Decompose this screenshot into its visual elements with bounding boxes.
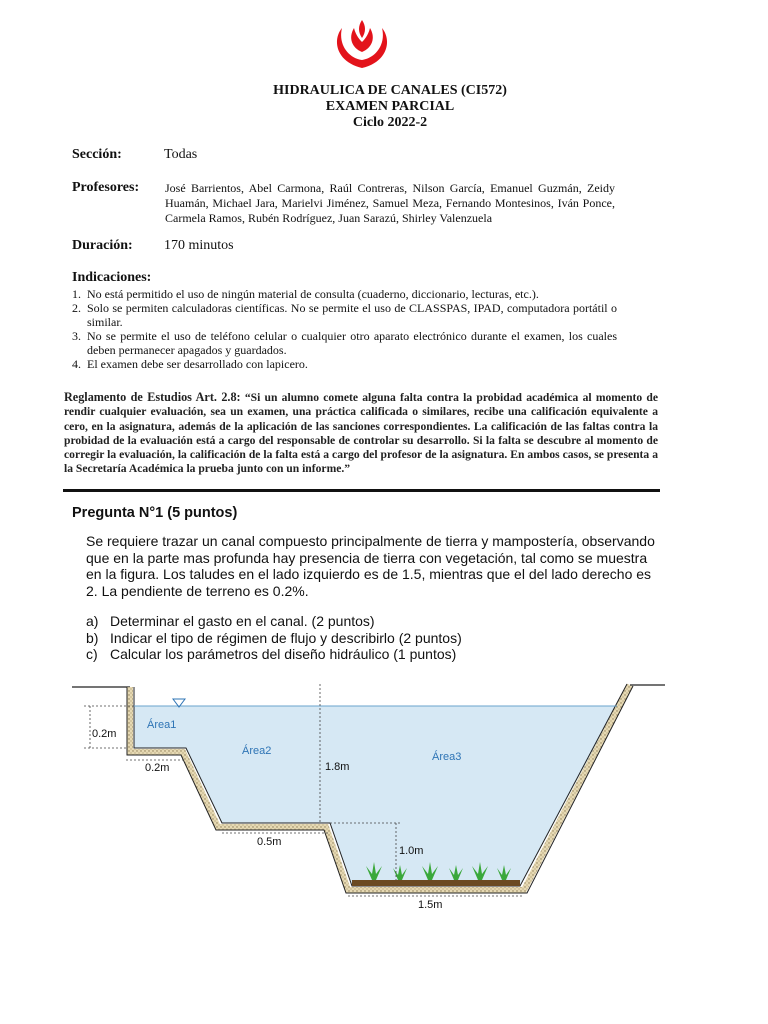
reglamento-paragraph — [64, 390, 658, 477]
dim-label-0.5m: 0.5m — [257, 836, 282, 848]
reglamento-article: Reglamento de Estudios Art. 2.8: — [64, 390, 241, 404]
dim-label-1.8m: 1.8m — [325, 761, 350, 773]
list-item: 1. No está permitido el uso de ningún material de consulta (cuaderno, diccionario, lecturas, etc.). — [72, 287, 539, 301]
area3-label: Área3 — [432, 751, 462, 763]
indicaciones-list — [72, 287, 617, 371]
section-divider — [63, 489, 660, 492]
list-item: 3. No se permite el uso de teléfono celular o cualquier otro aparato electrónico durante el examen, los cuales deben permanecer apagados y guardados. — [72, 329, 617, 357]
question-statement: Se requiere trazar un canal compuesto principalmente de tierra y mampostería, observando que en la parte mas profunda hay presencia de tierra con vegetación, tal como se muestra en la figura. Los taludes en el lado izquierdo es de 1.5, mientras que el del lado derecho es 2. La pendiente de terreno es 0.2%. — [86, 533, 655, 599]
area1-label: Área1 — [147, 719, 177, 731]
course-title: HIDRAULICA DE CANALES (CI572) — [273, 83, 507, 98]
exam-type: EXAMEN PARCIAL — [325, 99, 455, 114]
question-items — [86, 613, 462, 663]
dim-label-1.0m: 1.0m — [399, 845, 424, 857]
duracion-label: Duración: — [72, 238, 133, 253]
area2-label: Área2 — [242, 745, 272, 757]
dim-label-0.2m-horizontal: 0.2m — [145, 762, 170, 774]
channel-cross-section-figure — [0, 670, 768, 920]
list-item: a) Determinar el gasto en el canal. (2 puntos) — [86, 613, 375, 629]
list-item: b) Indicar el tipo de régimen de flujo y describirlo (2 puntos) — [86, 629, 462, 646]
list-item: 2. Solo se permiten calculadoras científicas. No se permite el uso de CLASSPAS, IPAD, computadora portátil o similar. — [72, 301, 617, 329]
exam-cycle: Ciclo 2022-2 — [352, 115, 428, 130]
dim-label-0.2m-vertical: 0.2m — [92, 728, 117, 740]
indicaciones-title: Indicaciones: — [72, 270, 152, 285]
question-title: Pregunta N°1 (5 puntos) — [72, 505, 238, 521]
soil-layer — [352, 880, 520, 886]
seccion-value: Todas — [164, 147, 198, 162]
list-item: c) Calcular los parámetros del diseño hidráulico (1 puntos) — [86, 646, 457, 662]
reglamento-text: “Si un alumno comete alguna falta contra la probidad académica al momento de rendir cualquier evaluación, sea un examen, una práctica calificada o similares, recibe una calificación equivalente a cero, en la asignatura, además de la aplicación de las sanciones correspondientes. La calificación de las faltas contra la probidad de la evaluación está a cargo del responsable de controlar su desarrollo. Si la falta se descubre al momento de corregir la evaluación, la calificación de la falta está a cargo del profesor de la asignatura. En ambos casos, se presenta a la Secretaría Académica la prueba junto con un informe.” — [64, 391, 659, 476]
exam-header — [0, 83, 768, 131]
profesores-label: Profesores: — [72, 180, 140, 195]
dim-label-1.5m: 1.5m — [418, 899, 443, 911]
list-item: 4. El examen debe ser desarrollado con lapicero. — [72, 357, 308, 371]
university-flame-logo — [328, 18, 396, 72]
profesores-value: José Barrientos, Abel Carmona, Raúl Contreras, Nilson García, Emanuel Guzmán, Zeidy Huamán, Michael Jara, Marielvi Jiménez, Samuel Meza, Fernando Montesinos, Iván Ponce, Carmela Ramos, Rubén Rodríguez, Juan Sarazú, Shirley Valenzuela — [165, 181, 615, 225]
duracion-value: 170 minutos — [164, 238, 234, 253]
seccion-label: Sección: — [72, 147, 122, 162]
